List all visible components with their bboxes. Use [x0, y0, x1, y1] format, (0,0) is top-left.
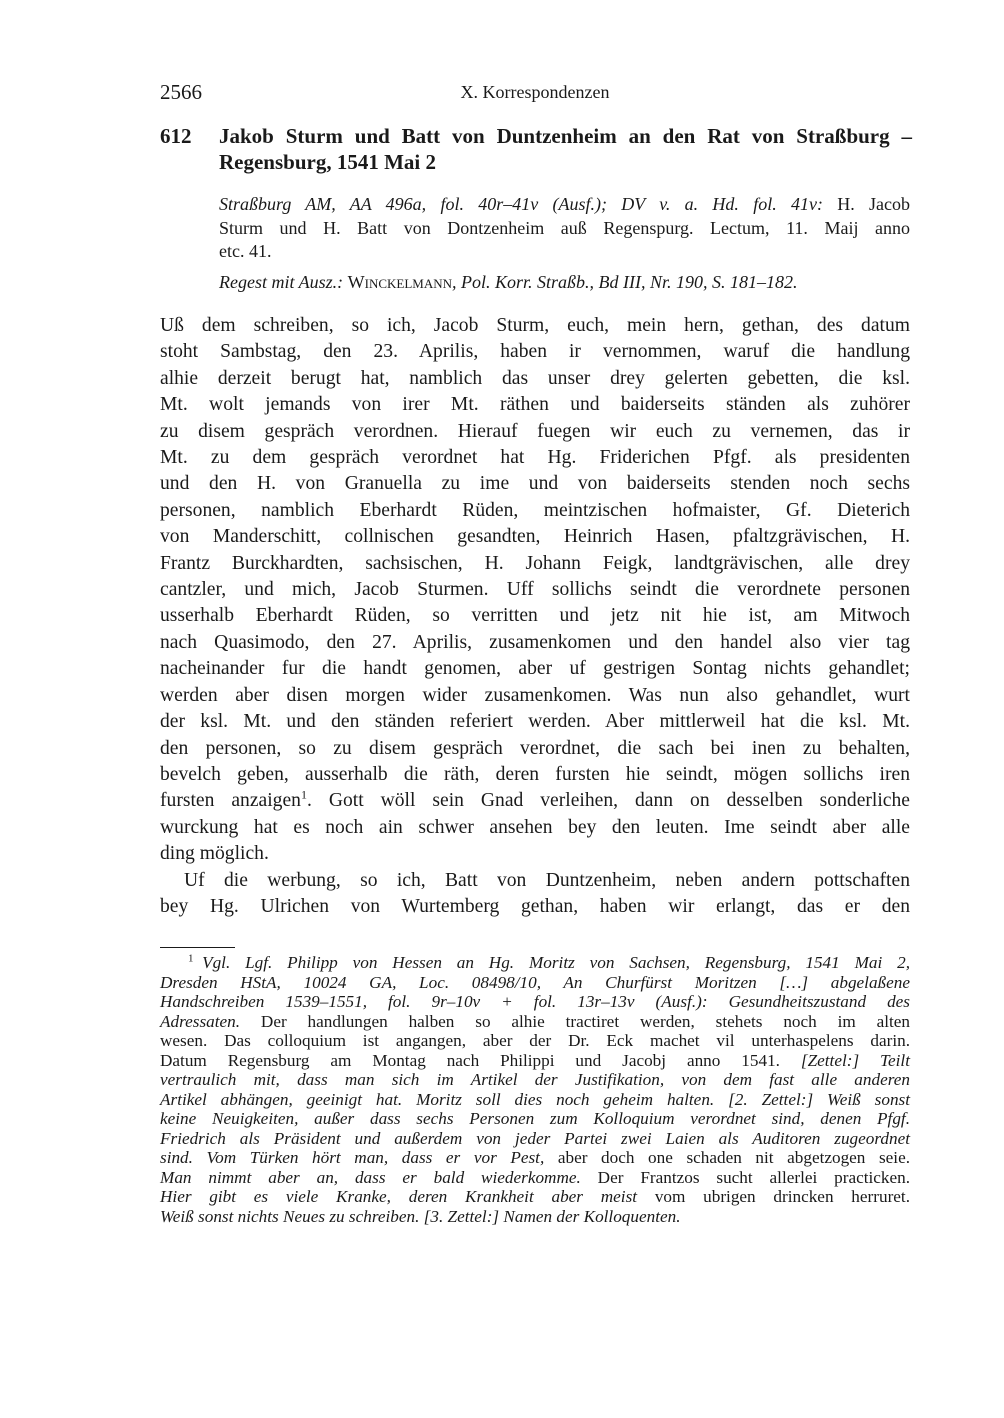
body-line: der ksl. Mt. und den ständen referiert werden. Aber mittlerweil hat die ksl. Mt. — [160, 711, 910, 733]
footnote-line — [160, 1109, 910, 1129]
title-line: Regensburg, 1541 Mai 2 — [219, 150, 436, 174]
source-line: etc. 41. — [219, 241, 272, 261]
footnote-text: Friedrich als Präsident und außerdem von jeder Partei zwei Laien als Auditoren zugeordnet — [160, 1128, 910, 1148]
footnote-line — [160, 973, 910, 993]
body-line: zu disem gespräch verordnen. Hierauf fuegen wir euch zu vernemen, das ir — [160, 420, 910, 442]
source-text: H. Jacob — [822, 194, 911, 214]
footnote-text: Dresden HStA, 10024 GA, Loc. 08498/10, An Churfürst Moritzen […] abgelaßene — [160, 972, 910, 992]
source-line — [219, 193, 910, 217]
footnote-text: Weiß sonst nichts Neues zu schreiben. [3. Zettel:] Namen der Kolloquenten. — [160, 1206, 681, 1226]
body-line: personen, namblich Eberhardt Rüden, meintzischen hofmaister, Gf. Dieterich — [160, 499, 910, 521]
document-title — [219, 123, 912, 175]
footnote-text: sind. Vom Türken hört man, dass er vor Pest, — [160, 1148, 545, 1167]
footnote-reference[interactable]: 1 — [300, 787, 307, 802]
footnote-text: Man nimmt aber an, dass er bald wiederkomme. — [160, 1167, 581, 1187]
footnote-line — [160, 1148, 910, 1168]
footnote-line — [160, 1207, 910, 1227]
footnote-text: Der Frantzos sucht allerlei practicken. — [580, 1167, 910, 1187]
footnote-text: Handschreiben 1539–1551, fol. 9r–10v + fol. 13r–13v (Ausf.): Gesundheitszustand des — [160, 992, 910, 1011]
footnote-number: 1 — [188, 952, 194, 965]
footnote-divider — [160, 947, 235, 948]
footnote-text: Datum Regensburg am Montag nach Philippi und Jacobj anno 1541. — [160, 1050, 801, 1070]
paragraph-1-end — [160, 815, 910, 868]
footnotes — [160, 953, 910, 1226]
regest-note — [219, 271, 910, 295]
body-line: bey Hg. Ulrichen von Wurtemberg gethan, haben wir erlangt, das er den — [160, 895, 910, 917]
footnote-text: vom ubrigen drincken herruret. — [637, 1187, 910, 1206]
footnote-text: [Zettel:] Teilt — [800, 1050, 910, 1070]
footnote-line — [160, 992, 910, 1012]
regest-line — [219, 271, 910, 295]
body-line: ding möglich. — [160, 843, 269, 865]
body-line: Mt. zu dem gespräch verordnet hat Hg. Friderichen Pfgf. als presidenten — [160, 447, 910, 469]
letter-body — [160, 313, 910, 920]
title-line: Jakob Sturm und Batt von Duntzenheim an den Rat von Straßburg – — [219, 124, 912, 148]
footnote-text: Vgl. Lgf. Philipp von Hessen an Hg. Moritz von Sachsen, Regensburg, 1541 Mai 2, — [202, 953, 910, 972]
source-citation: Straßburg AM, AA 496a, fol. 40r–41v (Ausf.); DV v. a. Hd. fol. 41v: — [219, 194, 823, 214]
footnote-line — [160, 953, 910, 973]
footnote-text: keine Neuigkeiten, außer dass sechs Personen zum Kolloquium verordnet sind, denen Pfgf. — [160, 1109, 910, 1128]
page-number: 2566 — [160, 80, 202, 104]
footnote-text: vertraulich mit, dass man sich im Artikel der Justifikation, von dem fast alle anderen — [160, 1070, 910, 1089]
footnote-line — [160, 1129, 910, 1149]
body-line: von Manderschitt, collnischen gesandten, Heinrich Hasen, pfaltzgrävischen, H. — [160, 526, 910, 548]
body-line: Uß dem schreiben, so ich, Jacob Sturm, euch, mein hern, gethan, des datum — [160, 315, 910, 336]
body-line: Uf die werbung, so ich, Batt von Duntzenheim, neben andern pottschaften — [184, 869, 910, 891]
body-line: werden aber disen morgen wider zusamenkomen. Was nun also gehandlet, wurt — [160, 684, 910, 706]
body-line: Mt. wolt jemands von irer Mt. räthen und baiderseits ständen als zuhörer — [160, 394, 910, 416]
footnote-text: Der handlungen halben so alhie tractiret werden, stehets noch im alten — [240, 1011, 910, 1031]
footnote-text: wesen. Das colloquium ist angangen, aber der Dr. Eck machet vil unterhaspelens darin. — [160, 1031, 910, 1050]
body-line: nach Quasimodo, den 27. Aprilis, zusamenkomen und den handel also vier tag — [160, 631, 910, 653]
footnote-text: Hier gibt es viele Kranke, deren Krankheit aber meist — [160, 1187, 638, 1206]
body-line: Frantz Burckhardten, sachsischen, H. Johann Feigk, landtgrävischen, alle drey — [160, 552, 910, 574]
document-number: 612 — [160, 124, 192, 148]
body-line: stoht Sambstag, den 23. Aprilis, haben ir vernommen, waruf die handlung — [160, 341, 910, 363]
footnote-text: Artikel abhängen, geeinigt hat. Moritz soll dies noch geheim halten. [2. Zettel:] Weiß sonst — [160, 1089, 910, 1109]
footnote-line — [160, 1187, 910, 1207]
section-title: X. Korrespondenzen — [460, 82, 610, 102]
body-line: den personen, so zu disem gespräch verordnet, die sach bei inen zu behalten, — [160, 737, 910, 759]
footnote-line — [160, 1051, 910, 1071]
body-line: cantzler, und mich, Jacob Sturmen. Uff sollichs seindt die verordnete personen — [160, 579, 910, 601]
footnote-line — [160, 1012, 910, 1032]
body-line: bevelch geben, ausserhalb die räth, deren fursten hie seindt, mögen sollichs iren — [160, 763, 910, 785]
footnote-line — [160, 1070, 910, 1090]
body-line: nacheinander fur die handt genomen, aber uf gestrigen Sontag nichts gehandlet; — [160, 658, 910, 680]
source-note — [219, 193, 910, 264]
regest-reference: , Pol. Korr. Straßb., Bd III, Nr. 190, S. 181–182. — [452, 272, 798, 292]
regest-prefix: Regest mit Ausz.: — [219, 272, 344, 292]
footnote-text: aber doch one schaden nit abgetzogen seie. — [544, 1148, 911, 1167]
source-line: Sturm und H. Batt von Dontzenheim auß Regenspurg. Lectum, 11. Maij anno — [219, 217, 910, 238]
body-line: alhie derzeit berugt hat, namblich das unser drey gelerten gebetten, die ksl. — [160, 367, 910, 389]
body-line: und den H. von Granuella zu ime und von baiderseits stenden noch sechs — [160, 473, 910, 495]
footnote-text: Adressaten. — [160, 1011, 241, 1031]
footnote-line — [160, 1168, 910, 1188]
body-line: fursten anzaigen$^1$. Gott wöll sein Gnad verleihen, dann on desselben sonderliche — [160, 787, 910, 812]
footnote-line — [160, 1090, 910, 1110]
paragraph-1 — [160, 313, 910, 788]
running-head — [160, 80, 910, 106]
footnote-1 — [160, 953, 910, 1226]
footnote-line — [160, 1031, 910, 1051]
paragraph-2 — [160, 868, 910, 921]
regest-author: Winckelmann — [347, 272, 453, 292]
body-line: wurckung hat es noch ain schwer ansehen bey den leuten. Ime seindt aber alle — [160, 816, 910, 838]
body-line: usserhalb Eberhardt Rüden, so verritten und jetz nit hie ist, am Mitwoch — [160, 605, 910, 627]
